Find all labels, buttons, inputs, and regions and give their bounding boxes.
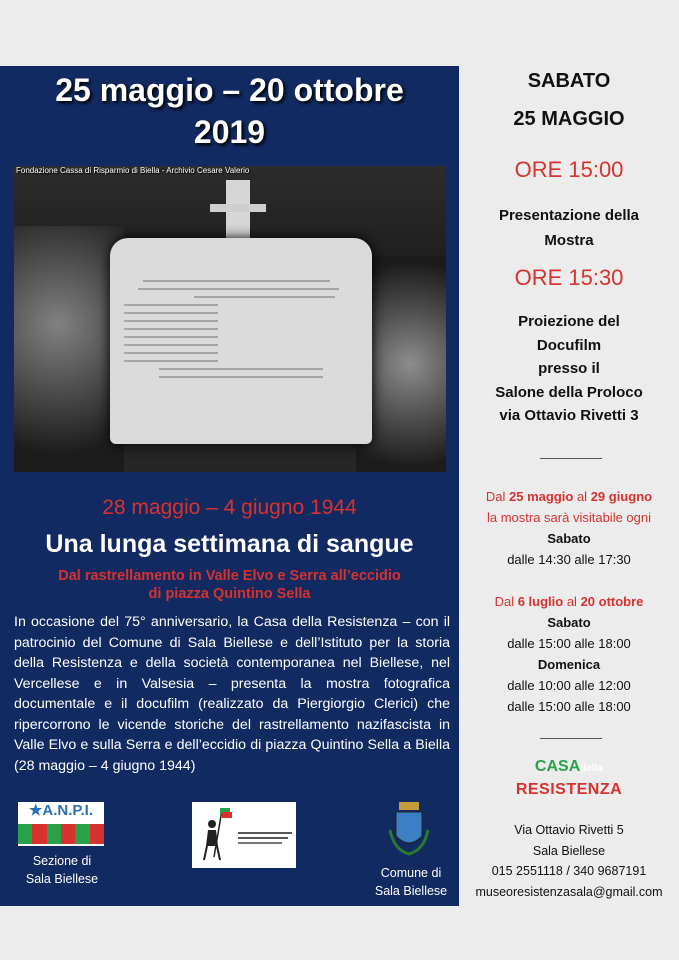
schedule-item-1-line1: Presentazione della [498, 207, 640, 224]
period-2-day-2: Domenica [537, 657, 601, 672]
memorial-photo [14, 166, 446, 472]
period-2 [459, 591, 679, 717]
schedule-item-2 [459, 310, 679, 428]
period-1-note: la mostra sarà visitabile ogni [486, 510, 652, 525]
anpi-caption [14, 852, 110, 888]
coat-of-arms-icon [384, 800, 434, 860]
schedule-item-2-line: Salone della Proloco [495, 383, 643, 401]
comune-caption-line1: Comune di [380, 866, 442, 880]
resistenza-text: RESISTENZA [515, 781, 623, 798]
event-dates: 28 maggio – 4 giugno 1944 [102, 496, 357, 519]
cross-bar [210, 204, 266, 212]
period-2-hours-1: dalle 15:00 alle 18:00 [507, 636, 631, 651]
event-subtitle [0, 567, 459, 603]
schedule-item-1-line2: Mostra [544, 232, 594, 249]
divider [540, 738, 602, 739]
schedule-item-2-line: presso il [538, 360, 600, 377]
period-2-hours-2b: dalle 15:00 alle 18:00 [507, 699, 631, 714]
photo-credit: Fondazione Cassa di Risparmio di Biella - Archivio Cesare Valerio [16, 166, 250, 175]
contact-info [459, 820, 679, 902]
anpi-flag [18, 824, 104, 844]
period-1-range: Dal 25 maggio al 29 giugno [485, 489, 653, 504]
partisan-figure-icon [192, 802, 296, 868]
della-text: della [580, 763, 604, 774]
casa-resistenza-logo [459, 758, 679, 799]
schedule-date: 25 MAGGIO [513, 108, 625, 130]
header-dates: 25 maggio – 20 ottobre [55, 72, 404, 108]
plaque-inscription [124, 274, 358, 384]
event-subtitle-line1: Dal rastrellamento in Valle Elvo e Serra all’eccidio [58, 568, 401, 584]
period-1 [459, 486, 679, 570]
memorial-plaque [110, 238, 372, 444]
comune-caption-line2: Sala Biellese [374, 884, 448, 898]
event-description: In occasione del 75° anniversario, la Casa della Resistenza – con il patrocinio del Comune di Sala Biellese e dell’Istituto per la storia della Resistenza e della società contemporanea nel Biellese, nel Vercellese e in Valsesia – presenta la mostra fotografica documentale e il docufilm (realizzato da Piergiorgio Clerici) che ripercorrono le vicende storiche del rastrellamento nazifascista in Valle Elvo e sulla Serra e dell’eccidio di piazza Quintino Sella a Biella (28 maggio – 4 giugno 1944) [14, 614, 450, 774]
event-title: Una lunga settimana di sangue [45, 530, 414, 558]
address-line-1: Via Ottavio Rivetti 5 [514, 823, 624, 837]
anpi-caption-line2: Sala Biellese [25, 872, 99, 886]
schedule-item-2-line: Docufilm [536, 336, 602, 354]
period-1-hours: dalle 14:30 alle 17:30 [507, 552, 631, 567]
period-2-hours-2a: dalle 10:00 alle 12:00 [507, 678, 631, 693]
flowers-left [14, 226, 124, 472]
schedule-item-1 [459, 203, 679, 253]
comune-crest [384, 800, 434, 860]
schedule-time-1: ORE 15:00 [514, 157, 624, 182]
anpi-logo [18, 802, 104, 846]
period-2-range: Dal 6 luglio al 20 ottobre [494, 594, 644, 609]
schedule-item-2-line: Proiezione del [518, 313, 620, 330]
anpi-caption-line1: Sezione di [32, 854, 92, 868]
period-2-day-1: Sabato [547, 615, 591, 630]
event-subtitle-line2: di piazza Quintino Sella [148, 586, 311, 602]
address-line-2: Sala Biellese [532, 843, 606, 858]
schedule-time-2: ORE 15:30 [514, 265, 624, 290]
schedule-item-2-line: via Ottavio Rivetti 3 [499, 407, 639, 424]
istituto-logo [192, 802, 296, 868]
divider [540, 458, 602, 459]
comune-caption [368, 864, 454, 900]
cross-post [226, 180, 250, 244]
period-1-day: Sabato [547, 531, 591, 546]
phone: 015 2551118 / 340 9687191 [491, 864, 647, 878]
casa-text: CASA [534, 758, 581, 775]
email[interactable]: museoresistenzasala@gmail.com [475, 884, 663, 899]
schedule-day: SABATO [527, 70, 611, 92]
header-year: 2019 [193, 114, 266, 150]
anpi-logo-text: ★A.N.P.I. [18, 802, 104, 820]
